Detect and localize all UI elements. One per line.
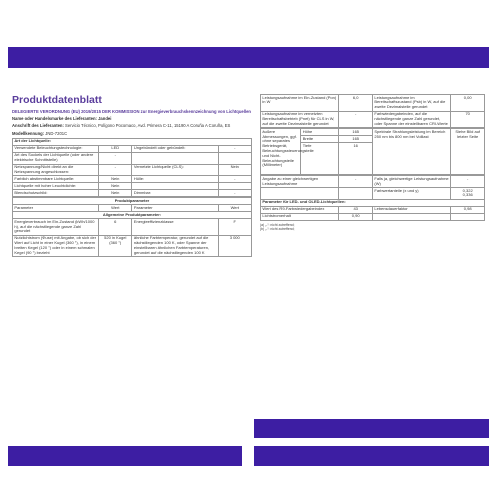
table-cell: - bbox=[218, 190, 251, 197]
mid-band-right bbox=[254, 419, 489, 438]
table-cell: 70 bbox=[451, 111, 485, 128]
table-row bbox=[13, 235, 252, 256]
model-label: Modellkennung: bbox=[12, 130, 45, 136]
address-value: Servicio Técnico, Polígono Pocomaco, Avd. Primera C-11, 15190 A Coruña A Coruña, ES bbox=[63, 123, 231, 129]
column-header: Parameter bbox=[132, 205, 218, 212]
table-cell: - bbox=[99, 152, 132, 164]
equivalent-power-table bbox=[260, 175, 485, 221]
table-cell: Lichtquelle mit hoher Leuchtdichte: bbox=[13, 183, 99, 190]
table-cell: - bbox=[99, 164, 132, 176]
table-cell: ähnliche Farbtemperatur, gerundet auf die nächstliegenden 100 K, oder Spanne der einstellbaren ähnlichen Farbtemperaturen, gerundet auf die nächstliegenden 100 K bbox=[132, 235, 218, 256]
dimensions-label: äußere Abmessungen, ggf. ohne separates Betriebsgerät, Beleuchtungssteuerungsteile und Nicht-Beleuchtungsteile (Millimeter) bbox=[261, 129, 301, 175]
table-cell bbox=[451, 213, 485, 220]
table-cell bbox=[218, 152, 251, 164]
spectral-label: Spektrale Strahlungsleistung im Bereich 250 nm bis 800 nm bei Volllast bbox=[372, 129, 450, 175]
dimension-value: 165 bbox=[339, 136, 373, 143]
table-row bbox=[13, 219, 252, 236]
table-cell: Verwendete Beleuchtungstechnologie: bbox=[13, 145, 99, 152]
table-cell: Leistungsaufnahme im vernetzten Bereitschaftsbetrieb (Pnet) für CLS in W, auf die zweite Dezimalstelle gerundet bbox=[261, 111, 339, 128]
table-cell: F bbox=[218, 219, 251, 236]
table-cell bbox=[218, 183, 251, 190]
table-cell: Vernetzte Lichtquelle (CLS): bbox=[132, 164, 218, 176]
regulation-text: DELEGIERTE VERORDNUNG (EU) 2019/2015 DER KOMMISSION zur Energieverbrauchskennzeichnung von Lichtquellen bbox=[12, 109, 251, 114]
table-cell: Nein bbox=[99, 176, 132, 183]
top-band bbox=[8, 47, 489, 68]
table-row bbox=[261, 111, 485, 128]
column-header: Parameter bbox=[13, 205, 99, 212]
light-source-type-table bbox=[12, 138, 252, 197]
address-label: Anschrift des Lieferanten: bbox=[12, 123, 64, 129]
table-cell: - bbox=[339, 111, 373, 128]
dimension-value: 165 bbox=[339, 129, 373, 136]
table-cell: Netzspannung/Nicht direkt an die Netzspannung angeschlossen: bbox=[13, 164, 99, 176]
table-row bbox=[13, 152, 252, 164]
table-cell: Farblich abstimmbare Lichtquelle: bbox=[13, 176, 99, 183]
chromaticity-y: 0,336 bbox=[462, 192, 473, 198]
supplier-line: Name oder Handelsmarke des Lieferanten: Jandei bbox=[12, 116, 112, 122]
table-cell: Angabe zu einer gleichwertigen Leistungsaufnahme bbox=[261, 176, 339, 188]
table-row bbox=[261, 176, 485, 188]
table-cell: Wert des R9-Farbwiedergabeindex bbox=[261, 206, 339, 213]
table-row bbox=[261, 187, 485, 199]
footnote: (a) „-“: nicht zutreffend; bbox=[260, 222, 295, 227]
page-title: Produktdatenblatt bbox=[12, 94, 102, 106]
left-column bbox=[12, 90, 252, 257]
table-cell: Nein bbox=[218, 164, 251, 176]
power-table bbox=[260, 94, 485, 128]
table-cell: LED bbox=[99, 145, 132, 152]
chromaticity-values bbox=[451, 187, 485, 199]
dimension-name: Breite bbox=[301, 136, 339, 143]
table-cell: 6,0 bbox=[339, 95, 373, 112]
column-header: Wert bbox=[99, 205, 132, 212]
type-section-header: Art der Lichtquelle: bbox=[13, 138, 252, 145]
table-cell: 0,00 bbox=[451, 95, 485, 112]
table-cell: Falls ja, gleichwertige Leistungsaufnahme (W) bbox=[372, 176, 450, 188]
table-cell: Leistungsaufnahme im Ein-Zustand (Pon) in W bbox=[261, 95, 339, 112]
table-cell: Nein bbox=[99, 190, 132, 197]
table-cell: 43 bbox=[339, 206, 373, 213]
table-row bbox=[261, 206, 485, 213]
table-cell: 6 bbox=[99, 219, 132, 236]
table-cell: 0,90 bbox=[339, 213, 373, 220]
table-cell: Lebensdauerfaktor bbox=[372, 206, 450, 213]
dimensions-table bbox=[260, 128, 485, 175]
table-cell bbox=[372, 213, 450, 220]
table-cell bbox=[132, 152, 218, 164]
dimension-name: Höhe bbox=[301, 129, 339, 136]
table-cell: 3 000 bbox=[218, 235, 251, 256]
dimension-name: Tiefe bbox=[301, 143, 339, 175]
led-params-title: Parameter für LED- und OLED-Lichtquellen: bbox=[261, 199, 485, 206]
chromaticity-label: Farbwertanteile (x und y) bbox=[372, 187, 450, 199]
table-row bbox=[13, 145, 252, 152]
table-cell: Hülle: bbox=[132, 176, 218, 183]
table-cell: Art des Sockels der Lichtquelle (oder andere elektrische Schnittstelle) bbox=[13, 152, 99, 164]
dimension-value: 16 bbox=[339, 143, 373, 175]
footnotes bbox=[260, 223, 485, 231]
chromaticity-x: 0,322 bbox=[462, 187, 473, 193]
general-params-title: Allgemeine Produktparameter: bbox=[13, 212, 252, 219]
table-cell: Nutzlichtstrom (Φuse) mit Angabe, ob sich der Wert auf Licht in einer Kugel (360 °), in einem breiten Kegel (120 °) oder in einem schmalen Kegel (90 °) bezieht bbox=[13, 235, 99, 256]
model-line bbox=[12, 131, 252, 136]
table-row bbox=[261, 129, 485, 136]
column-header: Wert bbox=[218, 205, 251, 212]
table-cell: Lichtstromerhalt bbox=[261, 213, 339, 220]
spectral-value: Siehe Bild auf letzter Seite bbox=[451, 129, 485, 175]
table-cell: - bbox=[218, 145, 251, 152]
table-row bbox=[13, 176, 252, 183]
bottom-band-left bbox=[8, 446, 242, 466]
table-cell: - bbox=[451, 176, 485, 188]
params-title: Produktparameter bbox=[13, 198, 252, 205]
table-cell: Farbwiedergabeindex, auf die nächstliegende ganze Zahl gerundet, oder Spanne der einstellbaren CRI-Werte bbox=[372, 111, 450, 128]
table-row bbox=[261, 95, 485, 112]
table-cell: Leistungsaufnahme im Bereitschaftszustand (Psb) in W, auf die zweite Dezimalstelle gerundet bbox=[372, 95, 450, 112]
bottom-band-right bbox=[254, 446, 489, 466]
table-row bbox=[261, 213, 485, 220]
table-cell: Dimmbar: bbox=[132, 190, 218, 197]
table-cell: - bbox=[218, 176, 251, 183]
table-cell: - bbox=[339, 176, 373, 188]
table-cell: Ungebündelt oder gebündelt: bbox=[132, 145, 218, 152]
footnote: (b) „-“: nicht zutreffend; bbox=[260, 226, 295, 231]
supplier-address bbox=[12, 123, 252, 128]
table-cell: Nein bbox=[99, 183, 132, 190]
product-parameters-table bbox=[12, 197, 252, 257]
table-cell: Energieverbrauch im Ein-Zustand (kWh/1000 h), auf die nächstliegende ganze Zahl gerundet bbox=[13, 219, 99, 236]
table-header-row bbox=[13, 205, 252, 212]
datasheet-page bbox=[8, 90, 489, 410]
table-cell: Energieeffizienzklasse bbox=[132, 219, 218, 236]
table-cell: 520 in Kugel (360 °) bbox=[99, 235, 132, 256]
right-column bbox=[260, 94, 485, 231]
table-cell: Blendschutzschild: bbox=[13, 190, 99, 197]
model-value: JND-7201C bbox=[44, 130, 68, 136]
table-row bbox=[13, 164, 252, 176]
table-row bbox=[13, 190, 252, 197]
table-row bbox=[13, 183, 252, 190]
table-cell bbox=[132, 183, 218, 190]
table-cell: 0,98 bbox=[451, 206, 485, 213]
